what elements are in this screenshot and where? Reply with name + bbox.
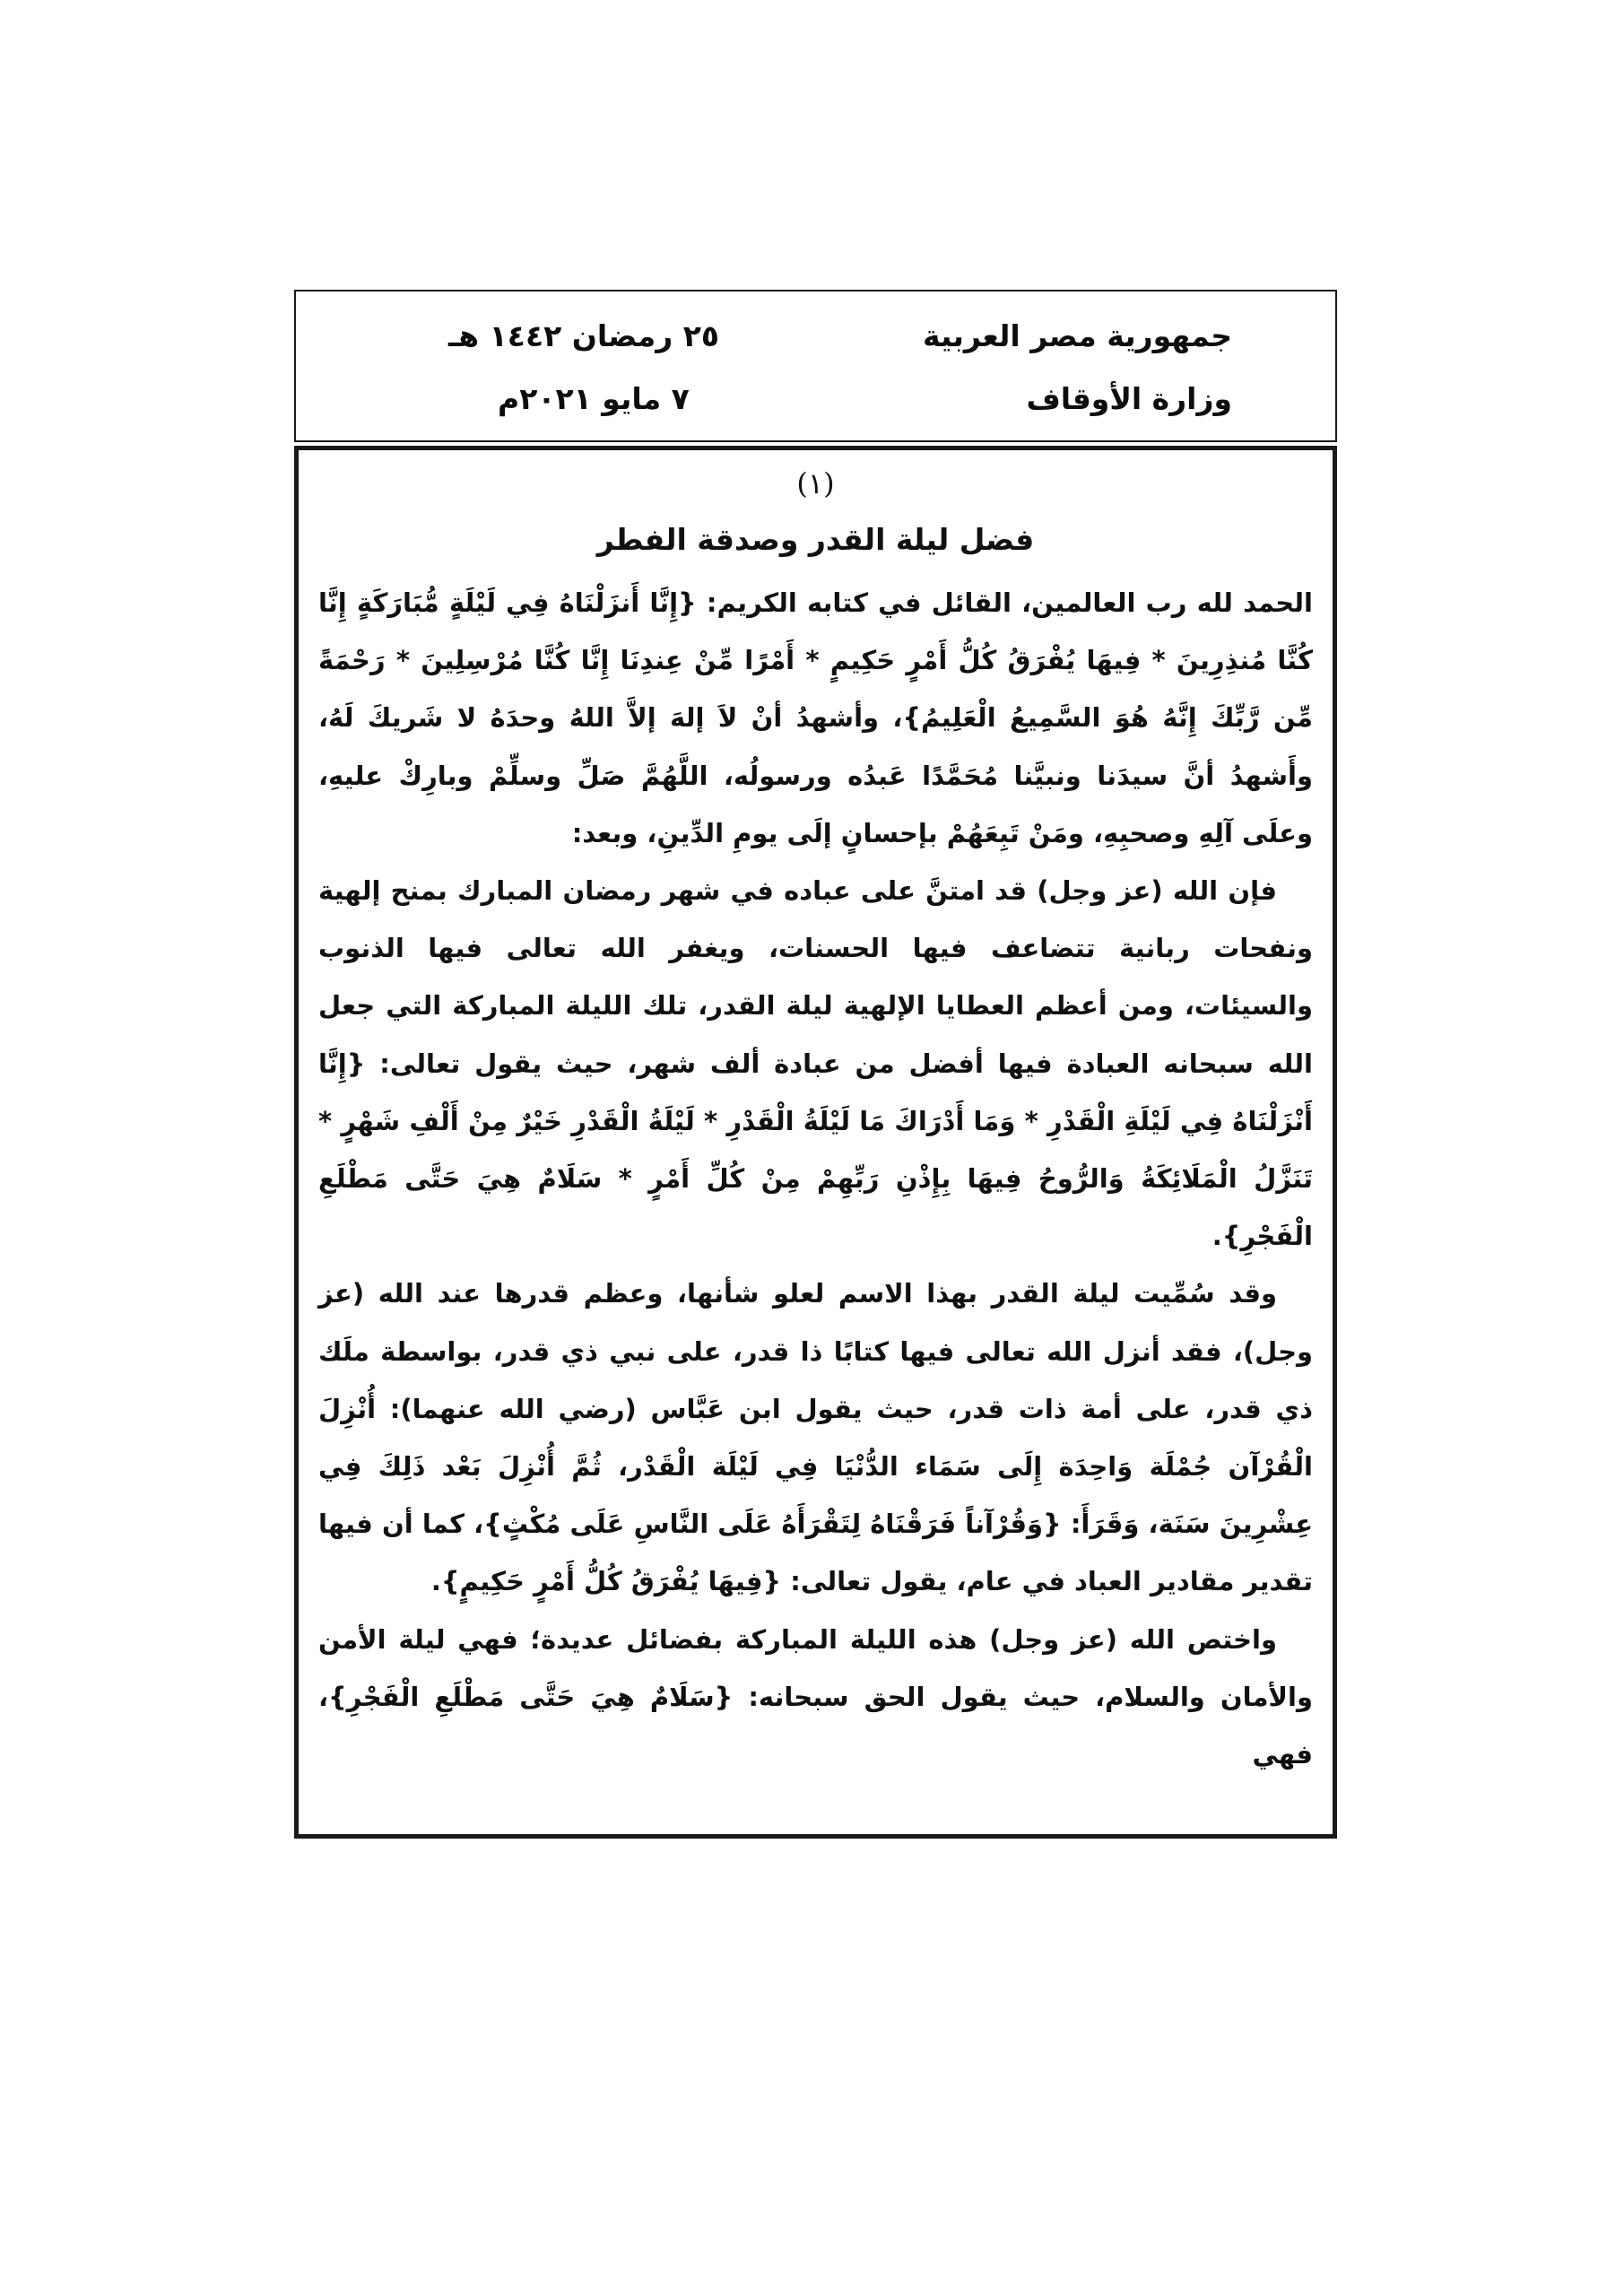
country-name: جمهورية مصر العربية [923, 318, 1232, 353]
hijri-date: ٢٥ رمضان ١٤٤٢ هـ [448, 318, 720, 353]
ministry-name: وزارة الأوقاف [1026, 381, 1232, 416]
sermon-text [318, 574, 1313, 1783]
page-number: (١) [796, 466, 835, 500]
sermon-body [294, 446, 1337, 1839]
gregorian-date: ٧ مايو ٢٠٢١م [498, 381, 690, 416]
paragraph-opening: الحمد لله رب العالمين، القائل في كتابه الكريم: {إِنَّا أَنزَلْنَاهُ فِي لَيْلَةٍ مُّبَارَكَةٍ إِنَّا كُنَّا مُنذِرِينَ * فِيهَا يُفْرَقُ كُلُّ أَمْرٍ حَكِيمٍ * أَمْرًا مِّنْ عِندِنَا إِنَّا كُنَّا مُرْسِلِينَ * رَحْمَةً مِّن رَّبِّكَ إِنَّهُ هُوَ السَّمِيعُ الْعَلِيمُ}، وأشهدُ أنْ لاَ إلهَ إلاَّ اللهُ وحدَهُ لا شَريكَ لَهُ، وأَشهدُ أنَّ سيدَنا ونبيَّنا مُحَمَّدًا عَبدُه ورسولُه، اللَّهُمَّ صَلِّ وسلِّمْ وبارِكْ عليهِ، وعلَى آلِهِ وصحبِهِ، ومَنْ تَبِعَهُمْ بإحسانٍ إلَى يومِ الدِّينِ، وبعد: [318, 587, 1313, 848]
sermon-title: فضل ليلة القدر وصدقة الفطر [596, 522, 1035, 557]
paragraph: واختص الله (عز وجل) هذه الليلة المباركة بفضائل عديدة؛ فهي ليلة الأمن والأمان والسلام، حيث يقول الحق سبحانه: {سَلَامٌ هِيَ حَتَّى مَطْلَعِ الْفَجْرِ}، فهي [318, 1623, 1313, 1770]
paragraph: فإن الله (عز وجل) قد امتنَّ على عباده في شهر رمضان المبارك بمنح إلهية ونفحات ربانية تتضاعف فيها الحسنات، ويغفر الله تعالى فيها الذنوب والسيئات، ومن أعظم العطايا الإلهية ليلة القدر، تلك الليلة المباركة التي جعل الله سبحانه العبادة فيها أفضل من عبادة ألف شهر، حيث يقول تعالى: {إِنَّا أَنْزَلْنَاهُ فِي لَيْلَةِ الْقَدْرِ * وَمَا أَدْرَاكَ مَا لَيْلَةُ الْقَدْرِ * لَيْلَةُ الْقَدْرِ خَيْرٌ مِنْ أَلْفِ شَهْرٍ * تَنَزَّلُ الْمَلَائِكَةُ وَالرُّوحُ فِيهَا بِإِذْنِ رَبِّهِمْ مِنْ كُلِّ أَمْرٍ * سَلَامٌ هِيَ حَتَّى مَطْلَعِ الْفَجْرِ}. [318, 875, 1313, 1252]
document-header [294, 290, 1337, 442]
paragraph: وقد سُمِّيت ليلة القدر بهذا الاسم لعلو شأنها، وعظم قدرها عند الله (عز وجل)، فقد أنزل الله تعالى فيها كتابًا ذا قدر، على نبي ذي قدر، بواسطة ملَك ذي قدر، على أمة ذات قدر، حيث يقول ابن عَبَّاس (رضي الله عنهما): أُنْزِلَ الْقُرْآن جُمْلَة وَاحِدَة إِلَى سَمَاء الدُّنْيَا فِي لَيْلَة الْقَدْر، ثُمَّ أُنْزِلَ بَعْد ذَلِكَ فِي عِشْرِينَ سَنَة، وَقَرَأَ: {وَقُرْآناً فَرَقْنَاهُ لِتَقْرَأَهُ عَلَى النَّاسِ عَلَى مُكْثٍ}، كما أن فيها تقدير مقادير العباد في عام، يقول تعالى: {فِيهَا يُفْرَقُ كُلُّ أَمْرٍ حَكِيمٍ}. [318, 1278, 1313, 1597]
